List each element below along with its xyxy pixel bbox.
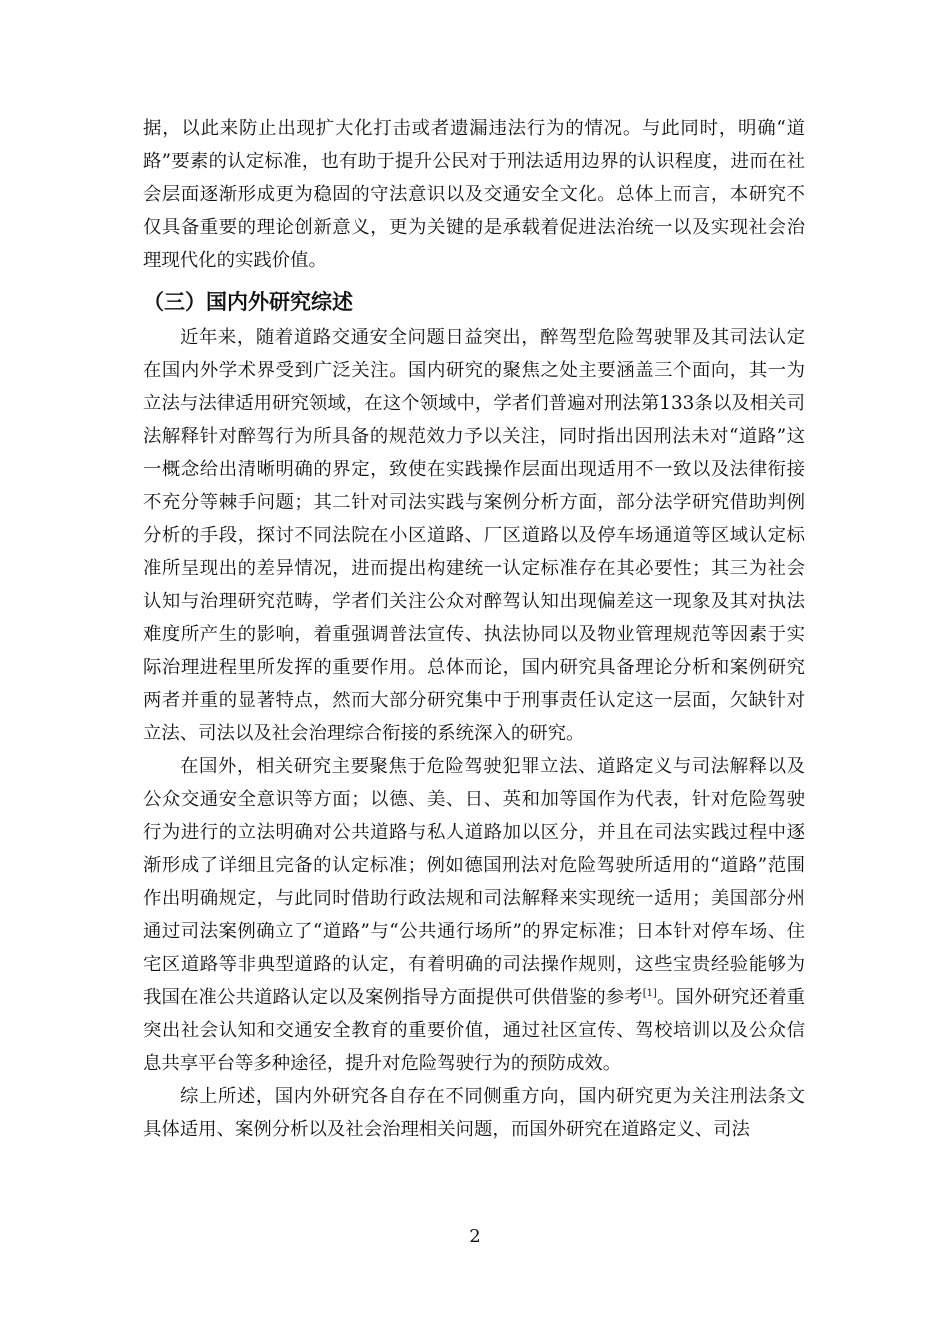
document-page: [143, 112, 805, 1146]
paragraph-summary: 综上所述，国内外研究各自存在不同侧重方向，国内研究更为关注刑法条文具体适用、案例分析以及社会治理相关问题，而国外研究在道路定义、司法: [143, 1086, 805, 1140]
foreign-research-text-part1: 在国外，相关研究主要聚焦于危险驾驶犯罪立法、道路定义与司法解释以及公众交通安全意识等方面；以德、美、日、英和加等国作为代表，针对危险驾驶行为进行的立法明确对公共道路与私人道路加以区分，并且在司法实践过程中逐渐形成了详细且完备的认定标准；例如德国刑法对危险驾驶所适用的“道路”范围作出明确规定，与此同时借助行政法规和司法解释来实现统一适用；美国部分州通过司法案例确立了“道路”与“公共通行场所”的界定标准；日本针对停车场、住宅区道路等非典型道路的认定，有着明确的司法操作规则，这些宝贵经验能够为我国在准公共道路认定以及案例指导方面提供可供借鉴的参考: [143, 756, 805, 1008]
page-number: 2: [469, 1226, 481, 1247]
section-heading: （三）国内外研究综述: [143, 290, 353, 314]
citation-reference: [1]: [642, 987, 657, 999]
paragraph-domestic-research: 近年来，随着道路交通安全问题日益突出，醉驾型危险驾驶罪及其司法认定在国内外学术界受到广泛关注。国内研究的聚焦之处主要涵盖三个面向，其一为立法与法律适用研究领域，在这个领域中，学者们普遍对刑法第133条以及相关司法解释针对醉驾行为所具备的规范效力予以关注，同时指出因刑法未对“道路”这一概念给出清晰明确的界定，致使在实践操作层面出现适用不一致以及法律衔接不充分等棘手问题；其二针对司法实践与案例分析方面，部分法学研究借助判例分析的手段，探讨不同法院在小区道路、厂区道路以及停车场通道等区域认定标准所呈现出的差异情况，进而提出构建统一认定标准存在其必要性；其三为社会认知与治理研究范畴，学者们关注公众对醉驾认知出现偏差这一现象及其对执法难度所产生的影响，着重强调普法宣传、执法协同以及物业管理规范等因素于实际治理进程里所发挥的重要作用。总体而论，国内研究具备理论分析和案例研究两者并重的显著特点，然而大部分研究集中于刑事责任认定这一层面，欠缺针对立法、司法以及社会治理综合衔接的系统深入的研究。: [143, 327, 805, 744]
intro-paragraph: 据，以此来防止出现扩大化打击或者遗漏违法行为的情况。与此同时，明确“道路”要素的认定标准，也有助于提升公民对于刑法适用边界的认识程度，进而在社会层面逐渐形成更为稳固的守法意识以及交通安全文化。总体上而言，本研究不仅具备重要的理论创新意义，更为关键的是承载着促进法治统一以及实现社会治理现代化的实践价值。: [143, 118, 805, 271]
paragraph-foreign-research: [143, 750, 805, 1080]
foreign-research-text-part2: 。国外研究还着重突出社会认知和交通安全教育的重要价值，通过社区宣传、驾校培训以及公众信息共享平台等多种途径，提升对危险驾驶行为的预防成效。: [143, 987, 805, 1074]
